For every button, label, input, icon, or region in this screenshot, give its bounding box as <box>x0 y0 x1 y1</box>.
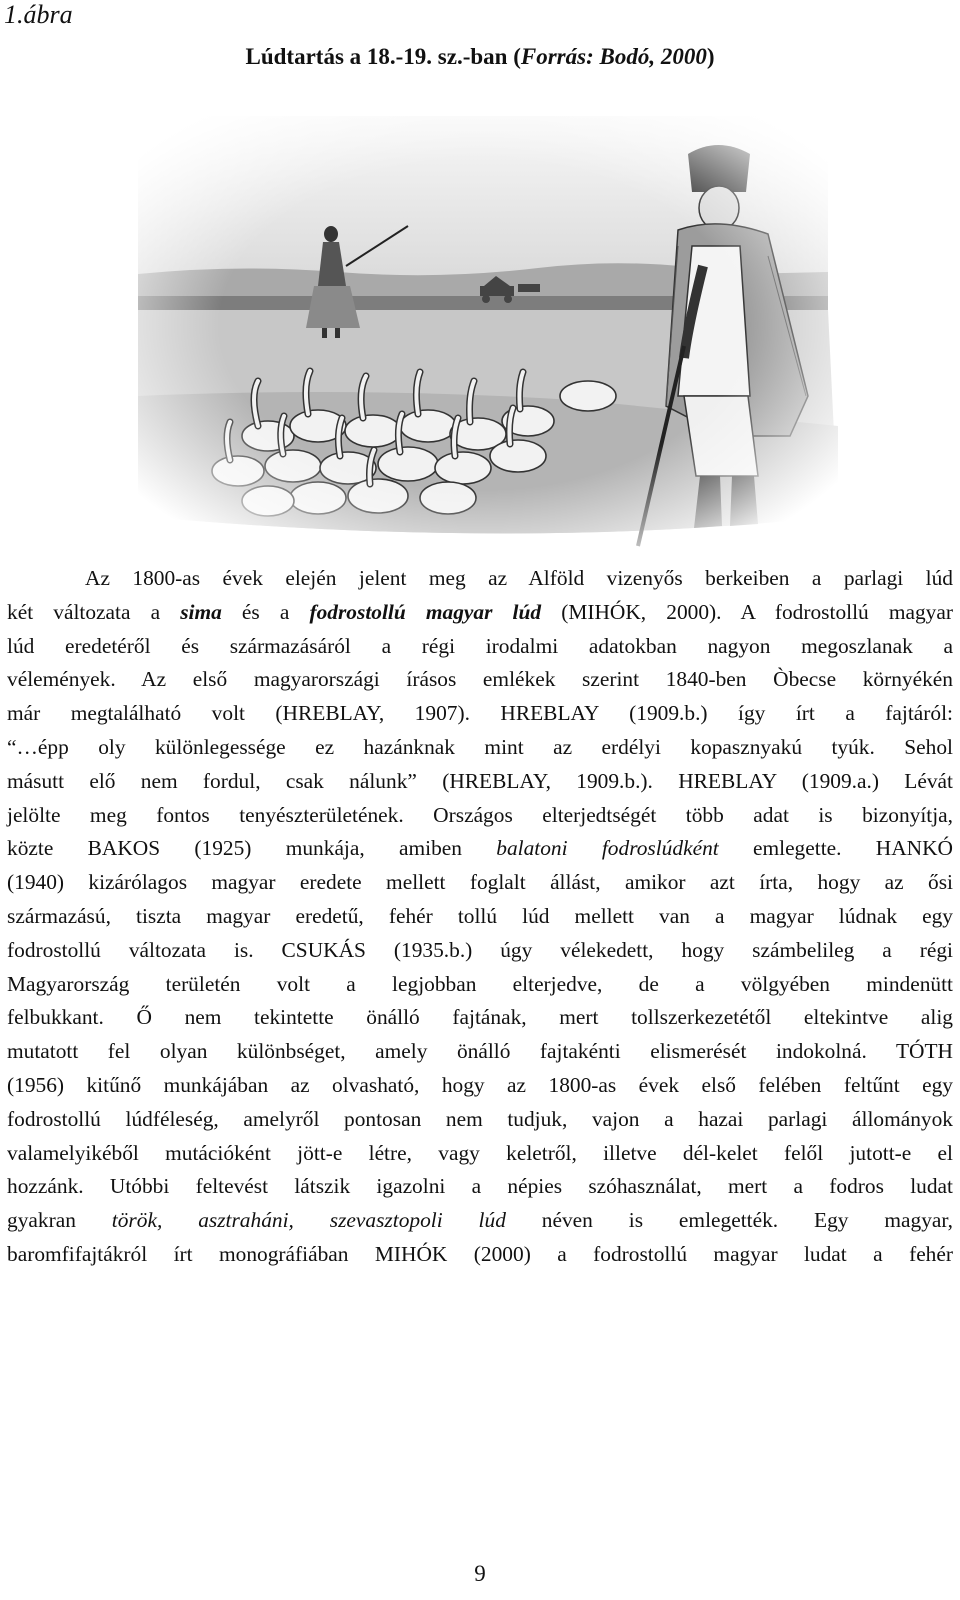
text-line: valamelyikéből mutációként jött-e létre, vagy keletről, illetve dél-kelet felől jutott-e el <box>7 1140 953 1165</box>
text-line: (1940) kizárólagos magyar eredete mellett foglalt állást, amikor azt írta, hogy az ősi <box>7 870 953 895</box>
text-line: “…épp oly különlegessége ez hazánknak mint az erdélyi kopasznyakú tyúk. Sehol <box>7 734 953 759</box>
text-span: gyakran <box>7 1208 112 1233</box>
text-span: (MIHÓK, 2000). A fodrostollú magyar <box>541 599 953 624</box>
text-line: vélemények. Az első magyarországi írásos emlékek szerint 1840-ben Òbecse környékén <box>7 667 953 692</box>
text-span: közte BAKOS (1925) munkája, amiben <box>7 836 497 861</box>
text-span: két változata a <box>7 599 181 624</box>
text-line: felbukkant. Ő nem tekintette önálló fajtának, mert tollszerkezetétől eltekintve alig <box>7 1005 953 1030</box>
text-line: (1956) kitűnő munkájában az olvasható, hogy az 1800-as évek első felében feltűnt egy <box>7 1072 953 1097</box>
text-line: Magyarország területén volt a legjobban elterjedve, de a völgyében mindenütt <box>7 971 953 996</box>
figure-caption <box>0 44 960 70</box>
page-number: 9 <box>474 1561 486 1586</box>
text-line: lúd eredetéről és származásáról a régi irodalmi adatokban nagyon megoszlanak a <box>7 633 953 658</box>
term-fodrostollu-magyar-lud: fodrostollú magyar lúd <box>309 599 542 624</box>
caption-main: Lúdtartás a 18.-19. sz.-ban ( <box>245 44 521 69</box>
text-span: emlegette. HANKÓ <box>718 836 954 861</box>
text-line <box>7 832 953 866</box>
figure-label: 1.ábra <box>4 0 73 29</box>
text-line <box>7 1204 953 1238</box>
text-line: Az 1800-as évek elején jelent meg az Alföld vizenyős berkeiben a parlagi lúd <box>85 566 953 590</box>
term-torok-lud: török, asztraháni, szevasztopoli lúd <box>111 1208 506 1233</box>
body-paragraph <box>7 562 953 1272</box>
term-sima: sima <box>180 599 222 624</box>
text-line <box>7 596 953 630</box>
text-line: fodrostollú lúdféleség, amelyről pontosan nem tudjuk, vajon a hazai parlagi állományok <box>7 1106 953 1131</box>
text-line: fodrostollú változata is. CSUKÁS (1935.b.) úgy vélekedett, hogy számbelileg a régi <box>7 937 953 962</box>
caption-source: Forrás: Bodó, 2000 <box>520 44 707 69</box>
caption-close: ) <box>706 44 715 69</box>
text-line: hozzánk. Utóbbi feltevést látszik igazolni a népies szóhasználat, mert a fodros ludat <box>7 1174 953 1199</box>
goose-herding-illustration <box>118 96 844 554</box>
text-span: néven is emlegették. Egy magyar, <box>505 1208 953 1233</box>
text-span: és a <box>221 599 310 624</box>
text-line: baromfifajtákról írt monográfiában MIHÓK (2000) a fodrostollú magyar ludat a fehér <box>7 1241 953 1266</box>
text-line: jelölte meg fontos tenyészterületének. Országos elterjedtségét több adat is bizonyítja, <box>7 802 953 827</box>
text-line: származású, tiszta magyar eredetű, fehér tollú lúd mellett van a magyar lúdnak egy <box>7 903 953 928</box>
text-line: másutt elő nem fordul, csak nálunk” (HREBLAY, 1909.b.). HREBLAY (1909.a.) Lévát <box>7 768 953 793</box>
term-balatoni-fodroslud: balatoni fodroslúdként <box>496 836 719 861</box>
text-line: mutatott fel olyan különbséget, amely önálló fajtakénti elismerését indokolná. TÓTH <box>7 1039 953 1064</box>
text-line: már megtalálható volt (HREBLAY, 1907). HREBLAY (1909.b.) így írt a fajtáról: <box>7 701 953 726</box>
